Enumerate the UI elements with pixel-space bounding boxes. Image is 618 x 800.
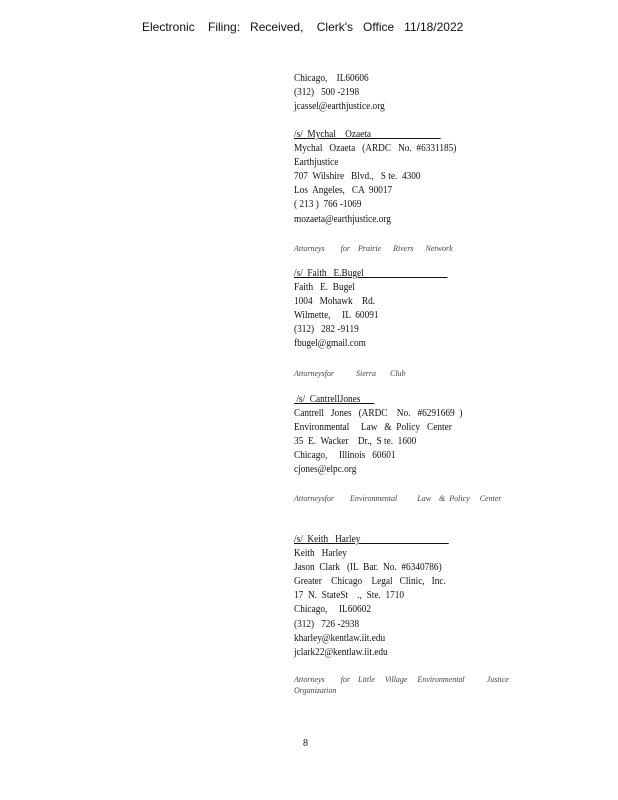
email-line: fbugel@gmail.com — [294, 338, 366, 350]
attorney-name: Mychal Ozaeta (ARDC No. #6331185) — [294, 143, 457, 155]
contact-block-cassel — [294, 72, 517, 114]
address-line: 35 E. Wacker Dr., S te. 1600 — [294, 436, 417, 448]
signature-line: /s/ Keith Harley — [294, 534, 449, 545]
attorney-name: Jason Clark (IL Bar. No. #6340786) — [294, 562, 442, 574]
address-line: Los Angeles, CA 90017 — [294, 185, 393, 197]
address-line: 17 N. StateSt ., Ste. 1710 — [294, 590, 405, 602]
phone-line: (312) 726 -2938 — [294, 618, 360, 630]
email-line: jclark22@kentlaw.iit.edu — [294, 646, 388, 658]
phone-line: ( 213 ) 766 -1069 — [294, 199, 362, 211]
phone-line: (312) 500 -2198 — [294, 87, 360, 99]
signature-line: /s/ Mychal Ozaeta — [294, 129, 441, 140]
email-line: cjones@elpc.org — [294, 464, 357, 476]
signature-line: /s/ Faith E.Bugel — [294, 268, 448, 279]
contact-block-ozaeta — [294, 128, 517, 227]
address-line: 707 Wilshire Blvd., S te. 4300 — [294, 171, 421, 183]
filing-header: Electronic Filing: Received, Clerk's Office 11/18/2022 — [142, 20, 464, 34]
address-line: Chicago, IL60606 — [294, 73, 369, 84]
page-number: 8 — [303, 738, 308, 749]
attorneys-for-line: Attorneysfor Sierra Club — [294, 369, 406, 378]
attorney-name: Faith E. Bugel — [294, 282, 355, 294]
contact-block-harley — [294, 533, 517, 660]
email-line: jcassel@earthjustice.org — [294, 101, 385, 113]
firm-name: Greater Chicago Legal Clinic, Inc. — [294, 576, 446, 588]
contact-block-bugel — [294, 267, 517, 352]
attorneys-for-line: Attorneys for Prairie Rivers Network — [294, 244, 453, 253]
address-line: 1004 Mohawk Rd. — [294, 296, 376, 308]
email-line: mozaeta@earthjustice.org — [294, 213, 391, 225]
address-line: Chicago, IL60602 — [294, 604, 371, 616]
phone-line: (312) 282 -9119 — [294, 324, 359, 336]
attorneys-for-line-continued: Organization — [294, 686, 337, 695]
attorney-name: Cantrell Jones (ARDC No. #6291669 ) — [294, 408, 463, 420]
attorneys-for-line: Attorneys for Little Village Environmental Justice — [294, 675, 509, 684]
attorney-name: Keith Harley — [294, 548, 347, 560]
address-line: Chicago, Illinois 60601 — [294, 450, 396, 462]
firm-name: Earthjustice — [294, 157, 339, 169]
signature-line: /s/ CantrellJones — [294, 394, 375, 405]
email-line: kharley@kentlaw.iit.edu — [294, 632, 386, 644]
firm-name: Environmental Law & Policy Center — [294, 422, 452, 434]
attorneys-for-line: Attorneysfor Environmental Law & Policy Center — [294, 494, 502, 503]
address-line: Wilmette, IL 60091 — [294, 310, 379, 322]
contact-block-jones — [294, 393, 517, 478]
